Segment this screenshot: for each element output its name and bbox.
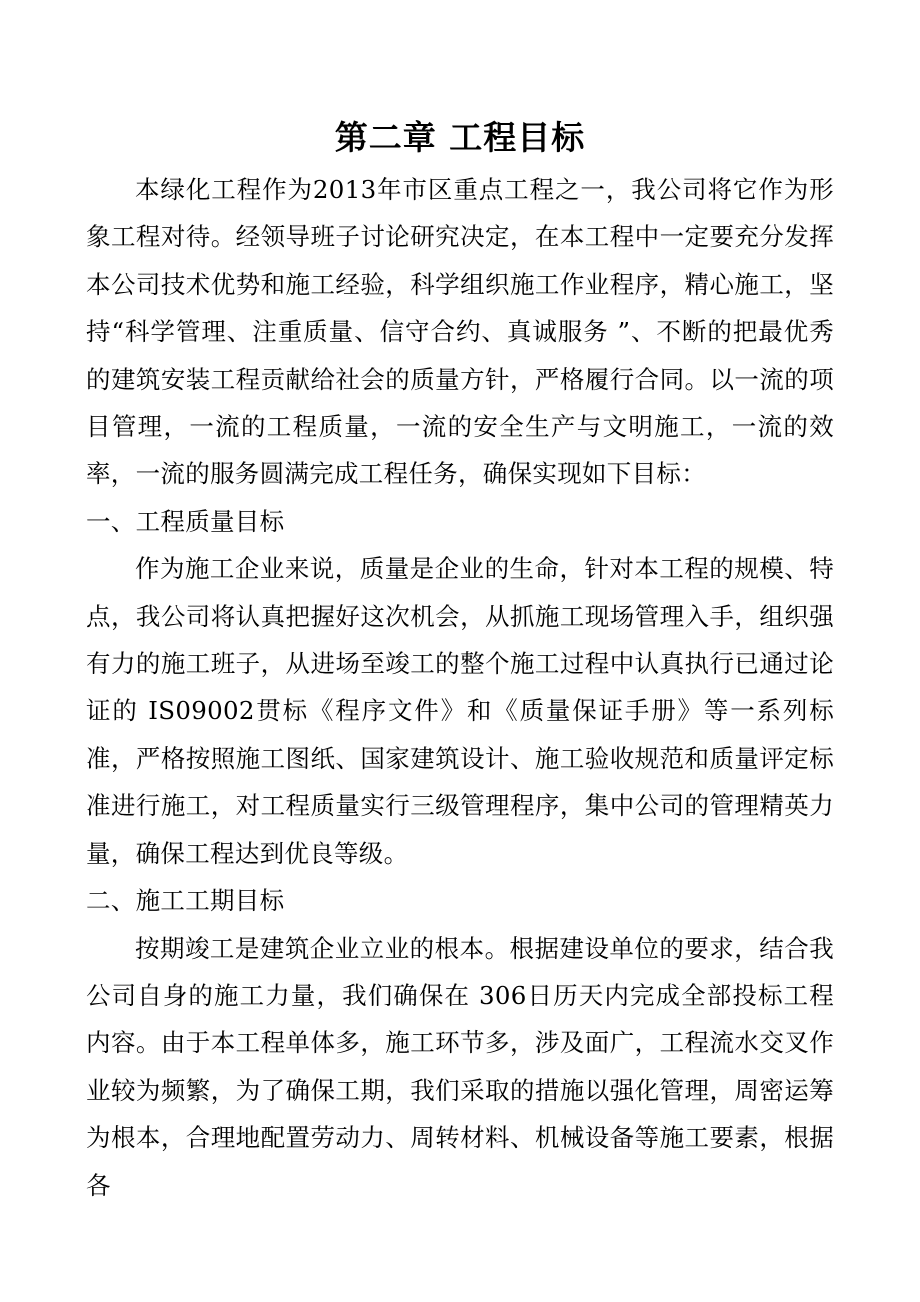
section-heading-schedule: 二、施工工期目标: [86, 886, 285, 916]
intro-paragraph: 本绿化工程作为2013年市区重点工程之一，我公司将它作为形象工程对待。经领导班子讨论研究决定，在本工程中一定要充分发挥本公司技术优势和施工经验，科学组织施工作业程序，精心施工，坚持“科学管理、注重质量、信守合约、真诚服务 ”、不断的把最优秀的建筑安装工程贡献给社会的质量方针，严格履行合同。以一流的项目管理，一流的工程质量，一流的安全生产与文明施工，一流的效率，一流的服务圆满完成工程任务，确保实现如下目标：: [86, 175, 834, 489]
section-body-schedule: 按期竣工是建筑企业立业的根本。根据建设单位的要求，结合我公司自身的施工力量，我们确保在 306日历天内完成全部投标工程内容。由于本工程单体多，施工环节多，涉及面广，工程流水交叉作业较为频繁，为了确保工期，我们采取的措施以强化管理，周密运筹为根本，合理地配置劳动力、周转材料、机械设备等施工要素，根据各: [86, 933, 834, 1200]
section-body-quality: 作为施工企业来说，质量是企业的生命，针对本工程的规模、特点，我公司将认真把握好这次机会，从抓施工现场管理入手，组织强有力的施工班子，从进场至竣工的整个施工过程中认真执行已通过论证的 IS09002贯标《程序文件》和《质量保证手册》等一系列标准，严格按照施工图纸、国家建筑设计、施工验收规范和质量评定标准进行施工，对工程质量实行三级管理程序，集中公司的管理精英力量，确保工程达到优良等级。: [86, 554, 834, 868]
document-page: [86, 112, 834, 1209]
section-heading-quality: 一、工程质量目标: [86, 506, 285, 536]
chapter-title: 第二章 工程目标: [334, 118, 586, 157]
